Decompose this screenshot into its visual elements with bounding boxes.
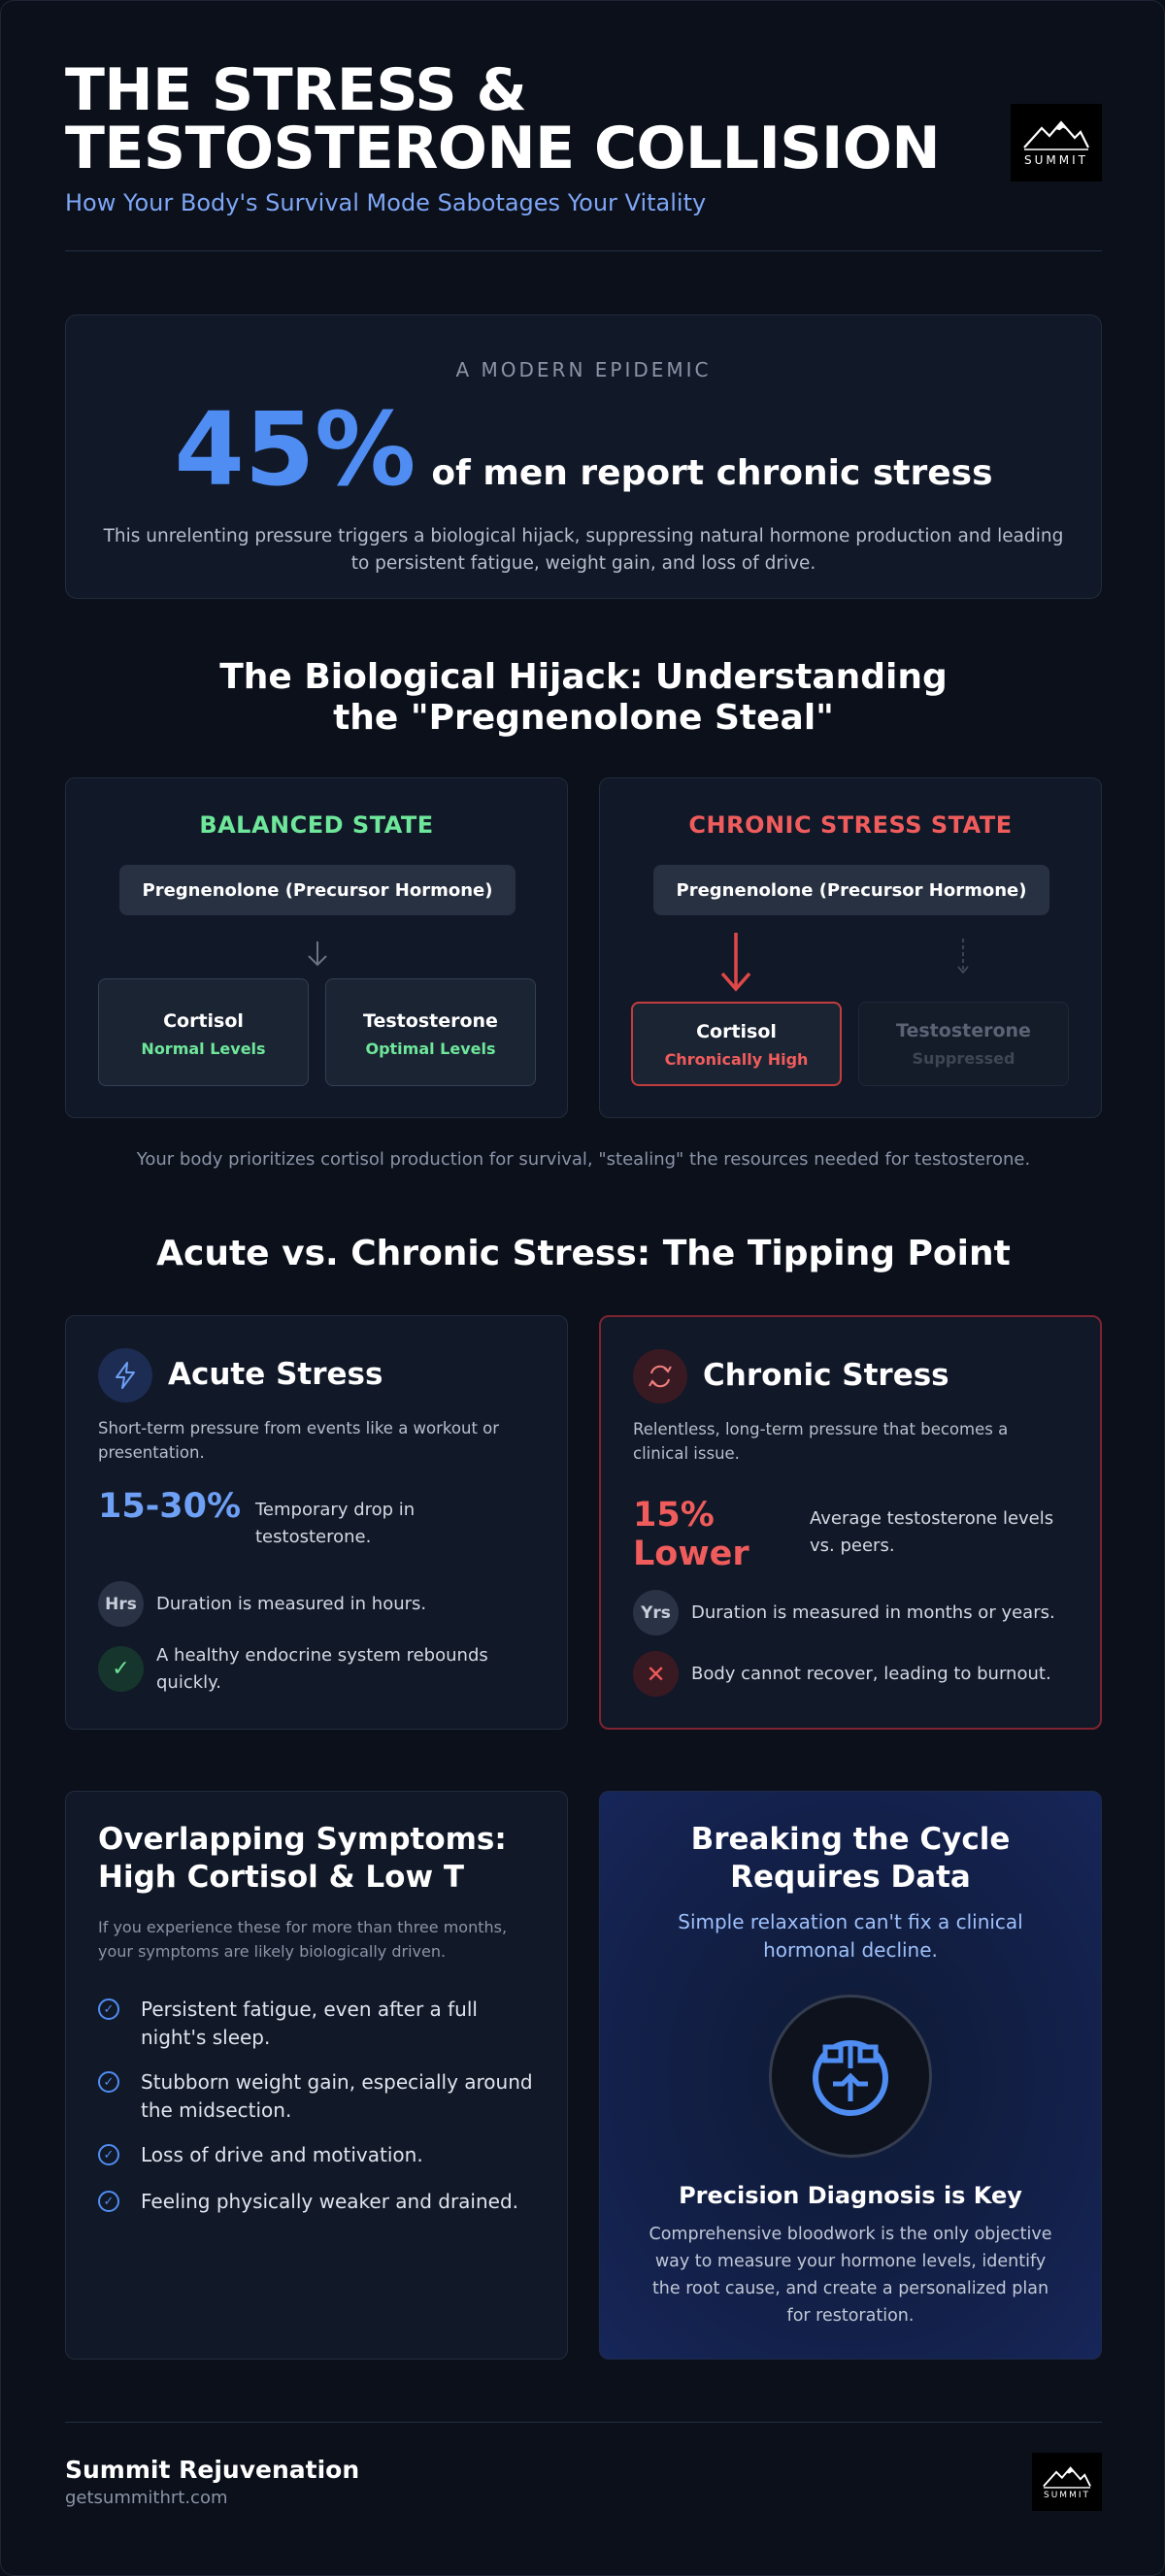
logo-text: SUMMIT (1024, 153, 1088, 167)
chronic-burnout-text: Body cannot recover, leading to burnout. (691, 1663, 1051, 1684)
chronic-burnout-row (633, 1651, 1080, 1697)
summit-logo (1011, 104, 1102, 182)
symptom-item (98, 2188, 545, 2216)
acute-stress-description: Short-term pressure from events like a workout or presentation. (98, 1419, 500, 1462)
symptoms-title: Overlapping Symptoms: High Cortisol & Low T (98, 1822, 507, 1895)
check-icon: ✓ (98, 1646, 144, 1692)
hormone-state: Chronically High (664, 1050, 809, 1069)
arrow-down-icon (305, 940, 330, 969)
balanced-state-title: BALANCED STATE (199, 811, 434, 839)
cycle-subtitle: Simple relaxation can't fix a clinical hormonal decline. (678, 1910, 1023, 1962)
acute-stress-card (65, 1315, 568, 1730)
acute-stress-stat: 15-30% (98, 1487, 242, 1526)
hormone-name: Cortisol (163, 1010, 244, 1032)
cycle-icon (633, 1349, 687, 1404)
acute-recovery-text: A healthy endocrine system rebounds quickly. (156, 1645, 488, 1693)
breaking-cycle-card (599, 1791, 1102, 2360)
cycle-description: Comprehensive bloodwork is the only objective way to measure your hormone levels, identify the root cause, and create a personalized plan for restoration. (649, 2225, 1052, 2326)
balanced-state-panel (65, 777, 568, 1118)
acute-stress-title: Acute Stress (168, 1357, 383, 1392)
epidemic-eyebrow: A MODERN EPIDEMIC (455, 358, 712, 381)
x-icon: ✕ (633, 1651, 679, 1697)
symptom-item (98, 1996, 545, 2052)
lab-icon (769, 1995, 932, 2158)
hijack-note: Your body prioritizes cortisol production for survival, "stealing" the resources needed for testosterone. (136, 1149, 1031, 1170)
chronic-stress-stat: 15% Lower (633, 1496, 749, 1574)
acute-stress-stat-desc: Temporary drop in testosterone. (255, 1500, 416, 1547)
precursor-box: Pregnenolone (Precursor Hormone) (119, 865, 516, 915)
check-circle-icon: ✓ (98, 2071, 119, 2093)
mountain-icon (1041, 2464, 1093, 2490)
chronic-stress-title: Chronic Stress (703, 1358, 949, 1393)
logo-text: SUMMIT (1044, 2490, 1090, 2500)
chronic-stress-card (599, 1315, 1102, 1730)
precursor-box: Pregnenolone (Precursor Hormone) (653, 865, 1049, 915)
footer-url[interactable]: getsummithrt.com (65, 2488, 228, 2508)
chronic-duration-row (633, 1590, 1080, 1635)
hormone-state: Suppressed (912, 1049, 1015, 1068)
hormone-state: Optimal Levels (365, 1040, 496, 1058)
hormone-name: Cortisol (696, 1021, 777, 1042)
cortisol-box-high (631, 1002, 842, 1086)
symptom-item (98, 2068, 545, 2125)
page-title: THE STRESS & TESTOSTERONE COLLISION (65, 56, 941, 182)
mountain-icon (1020, 118, 1092, 151)
stress-title: Acute vs. Chronic Stress: The Tipping Point (156, 1234, 1011, 1273)
chronic-stress-panel (599, 777, 1102, 1118)
chronic-state-title: CHRONIC STRESS STATE (688, 811, 1013, 839)
hours-badge: Hrs (98, 1581, 144, 1627)
arrow-down-red-icon (716, 931, 755, 995)
summit-logo-footer (1032, 2453, 1102, 2511)
acute-recovery-row (98, 1642, 545, 1697)
lightning-icon (98, 1348, 152, 1403)
hijack-title: The Biological Hijack: Understanding the "Pregnenolone Steal" (219, 657, 948, 739)
chronic-stress-description: Relentless, long-term pressure that becomes a clinical issue. (633, 1420, 1009, 1463)
symptom-text: Persistent fatigue, even after a full night's sleep. (141, 1998, 478, 2049)
epidemic-description: This unrelenting pressure triggers a biological hijack, suppressing natural hormone production and leading to persistent fatigue, weight gain, and loss of drive. (103, 526, 1064, 574)
symptom-text: Stubborn weight gain, especially around the midsection. (141, 2070, 533, 2122)
arrow-dashed-icon (953, 937, 973, 977)
symptom-item (98, 2141, 545, 2169)
cycle-key-title: Precision Diagnosis is Key (679, 2182, 1022, 2209)
years-badge: Yrs (633, 1590, 679, 1635)
chronic-stress-stat-desc: Average testosterone levels vs. peers. (810, 1508, 1054, 1556)
epidemic-card (65, 314, 1102, 599)
check-circle-icon: ✓ (98, 1998, 119, 2020)
check-circle-icon: ✓ (98, 2191, 119, 2212)
epidemic-stat-line (66, 390, 1101, 509)
hormone-name: Testosterone (363, 1010, 498, 1032)
symptom-text: Loss of drive and motivation. (141, 2143, 423, 2166)
symptoms-note: If you experience these for more than three months, your symptoms are likely biologically driven. (98, 1918, 508, 1961)
testosterone-box-suppressed (858, 1002, 1069, 1086)
hormone-name: Testosterone (896, 1020, 1031, 1041)
epidemic-stat: 45% (174, 390, 416, 509)
footer-brand-name: Summit Rejuvenation (65, 2456, 360, 2484)
footer-divider (65, 2422, 1102, 2423)
symptoms-card (65, 1791, 568, 2360)
header (65, 56, 1102, 216)
chronic-duration-text: Duration is measured in months or years. (691, 1602, 1055, 1623)
acute-duration-row (98, 1581, 545, 1627)
acute-duration-text: Duration is measured in hours. (156, 1593, 427, 1614)
header-divider (65, 250, 1102, 251)
symptom-text: Feeling physically weaker and drained. (141, 2190, 519, 2213)
hormone-state: Normal Levels (141, 1040, 266, 1058)
cortisol-box (98, 978, 309, 1086)
epidemic-stat-text: of men report chronic stress (431, 453, 993, 493)
cycle-title: Breaking the Cycle Requires Data (690, 1822, 1011, 1895)
testosterone-box (325, 978, 536, 1086)
check-circle-icon: ✓ (98, 2144, 119, 2165)
page-subtitle: How Your Body's Survival Mode Sabotages Your Vitality (65, 189, 707, 216)
